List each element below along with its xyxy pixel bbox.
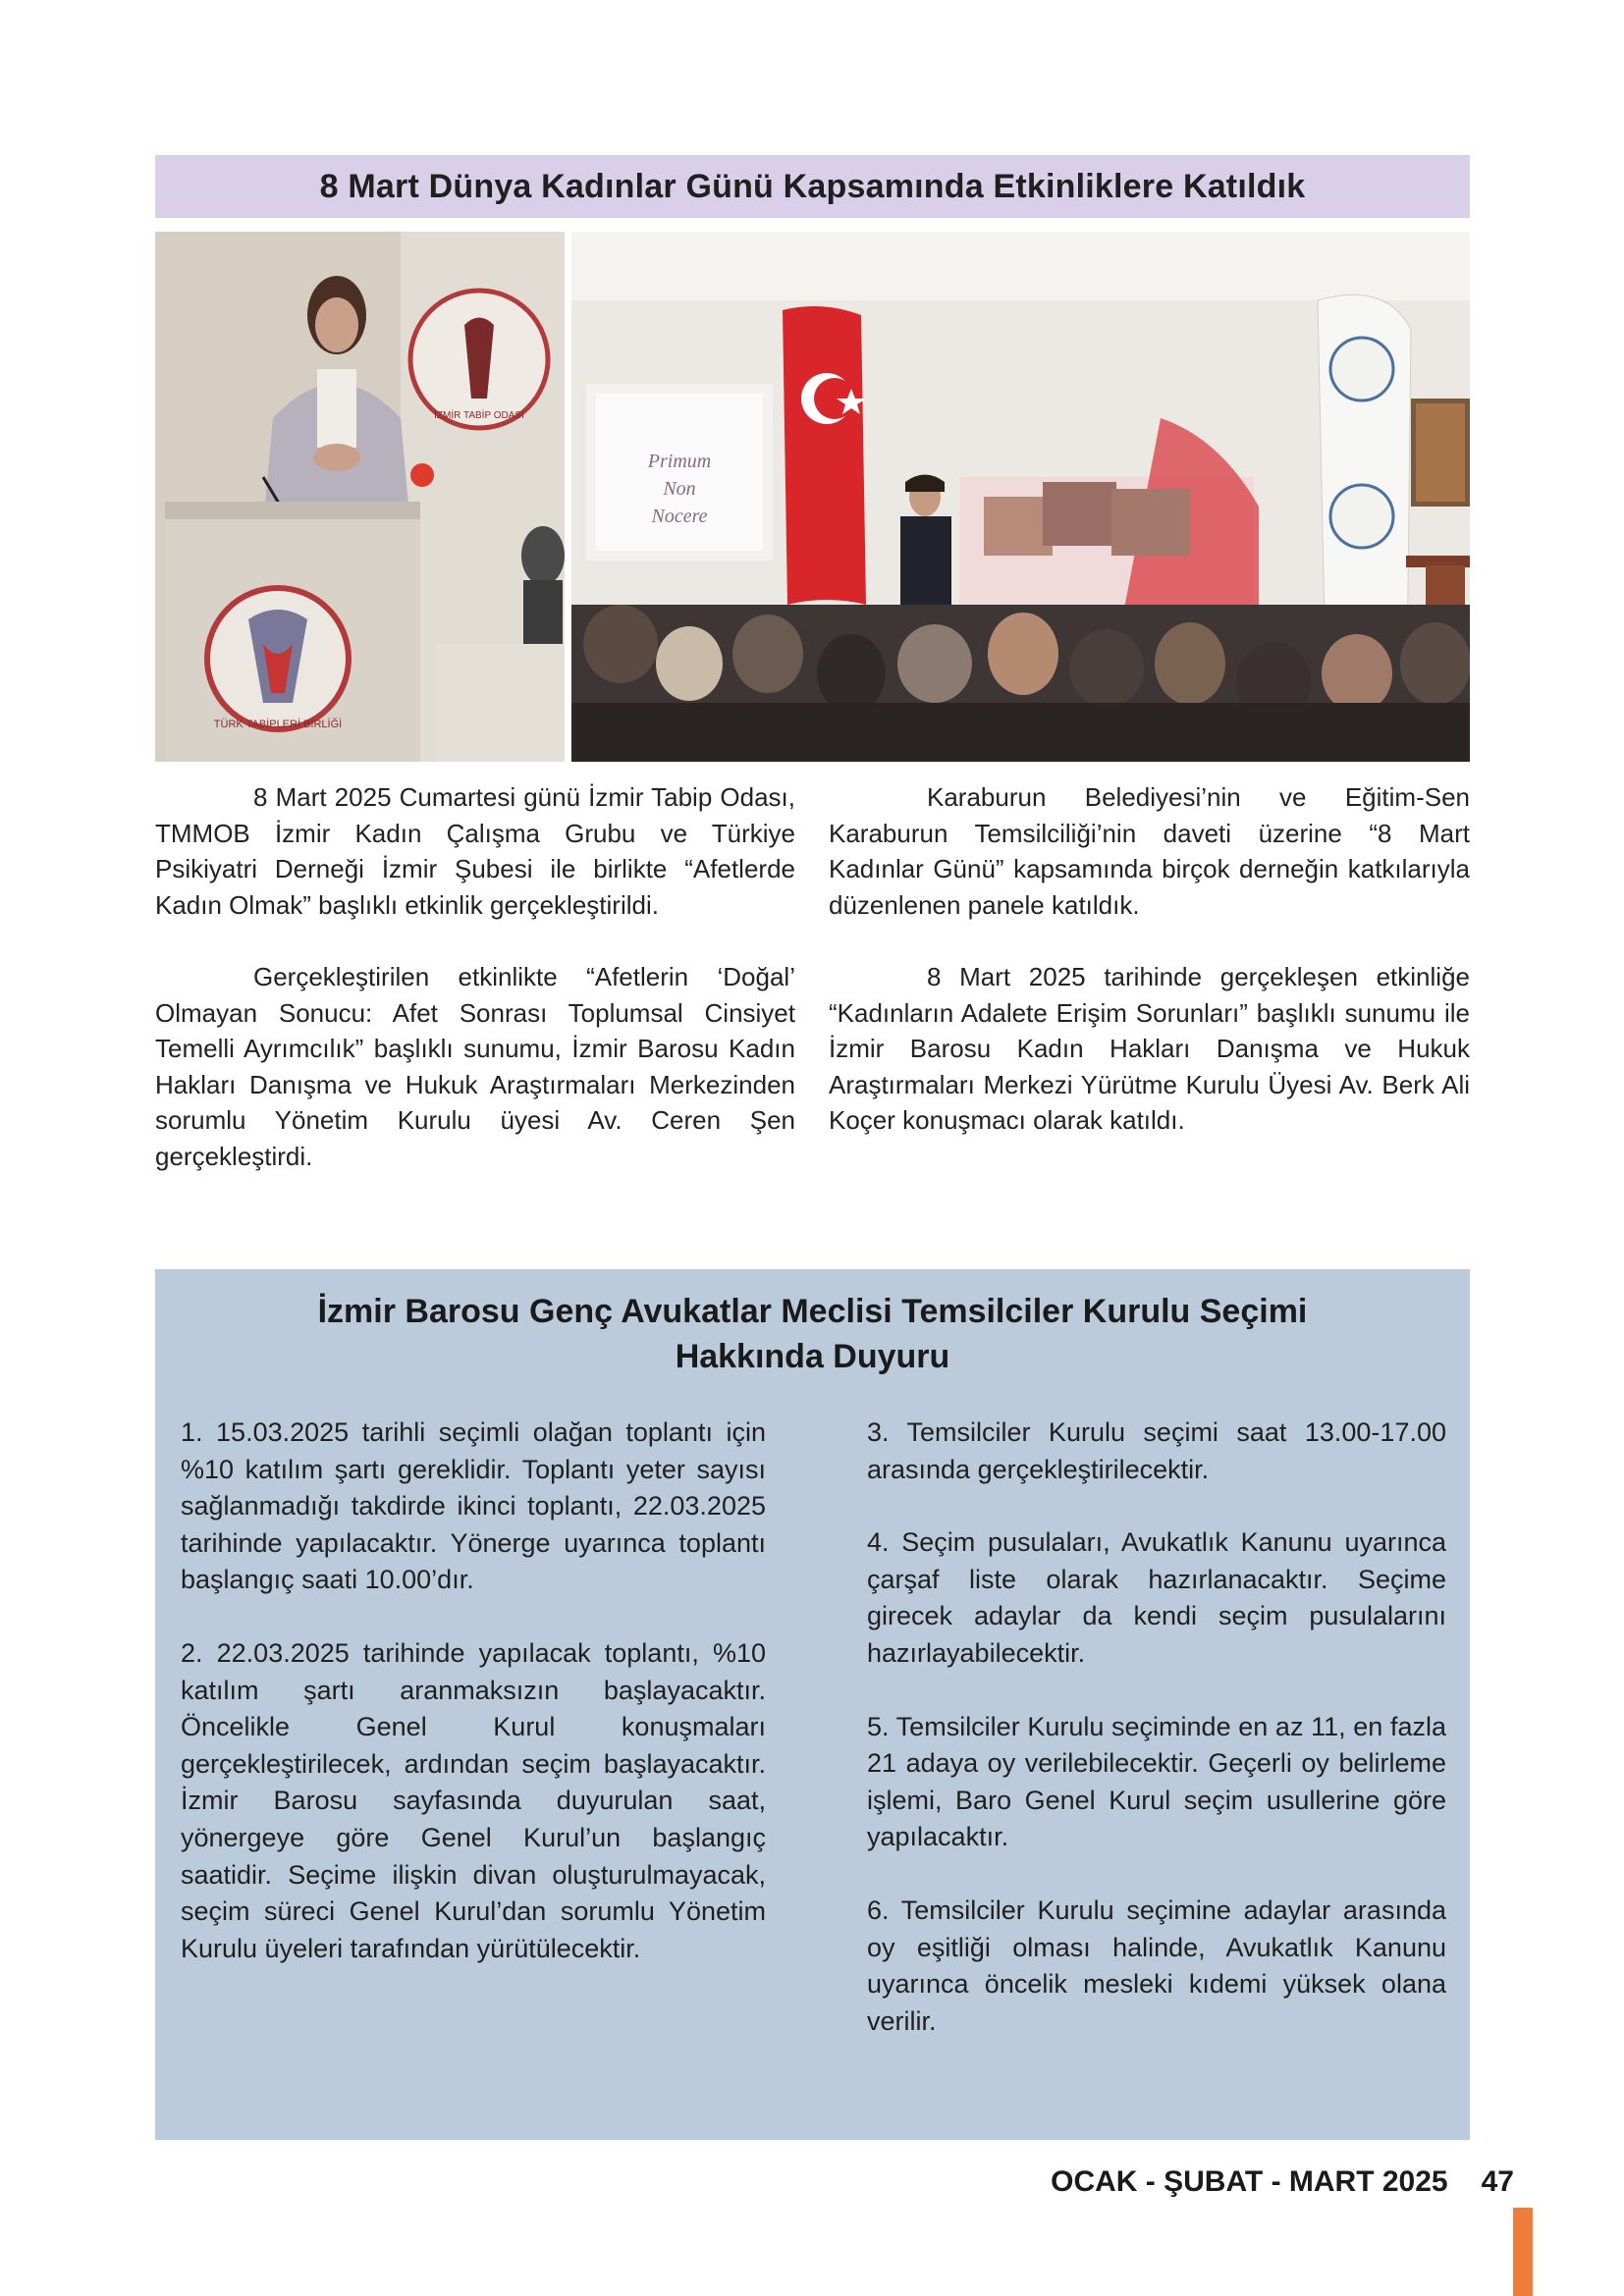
article-title-banner bbox=[155, 155, 1470, 218]
svg-text:TÜRK TABİPLERİ BİRLİĞİ: TÜRK TABİPLERİ BİRLİĞİ bbox=[213, 719, 343, 730]
announcement-box bbox=[155, 1269, 1470, 2140]
article-left-column bbox=[155, 779, 795, 1210]
announcement-item-5: 5. Temsilciler Kurulu seçiminde en az 11, en fazla 21 adaya oy verilebilecektir. Geçerli oy belirleme işlemi, Baro Genel Kurul seçim usullerine göre yapılacaktır. bbox=[867, 1711, 1446, 1852]
photo-speaker-lectern bbox=[155, 232, 565, 762]
announcement-title-line-2: Hakkında Duyuru bbox=[675, 1338, 950, 1375]
photo-panel-graphic bbox=[571, 232, 1470, 762]
article-title: 8 Mart Dünya Kadınlar Günü Kapsamında Etkinliklere Katıldık bbox=[319, 167, 1306, 205]
svg-text:Primum: Primum bbox=[647, 451, 712, 472]
announcement-item-2: 2. 22.03.2025 tarihinde yapılacak toplantı, %10 katılım şartı aranmaksızın başlayacaktır. Öncelikle Genel Kurul konuşmaları gerçekleştirilecek, ardından seçim başlayacaktır. İzmir Barosu sayfasında duyurulan saat, yönergeye göre Genel Kurul’un başlangıç saatidir. Seçime ilişkin divan oluşturulmayacak, seçim süreci Genel Kurul’dan sorumlu Yönetim Kurulu üyeleri tarafından yürütülecektir. bbox=[181, 1637, 766, 1963]
announcement-title bbox=[155, 1289, 1470, 1379]
footer-accent-bar bbox=[1513, 2208, 1533, 2296]
issue-label: OCAK - ŞUBAT - MART 2025 bbox=[1051, 2165, 1448, 2198]
announcement-item-6: 6. Temsilciler Kurulu seçimine adaylar arasında oy eşitliği olması halinde, Avukatlık Kanunu uyarınca öncelik mesleki kıdemi yüksek olana verilir. bbox=[867, 1895, 1446, 2036]
announcement-right-column bbox=[867, 1415, 1446, 2076]
article-right-paragraph-2: 8 Mart 2025 tarihinde gerçekleşen etkinliğe “Kadınların Adalete Erişim Sorunları” başlıklı sunumu ile İzmir Barosu Kadın Hakları Danışma ve Hukuk Araştırmaları Merkezi Yürütme Kurulu Üyesi Av. Berk Ali Koçer konuşmacı olarak katıldı. bbox=[829, 962, 1470, 1135]
announcement-item-4: 4. Seçim pusulaları, Avukatlık Kanunu uyarınca çarşaf liste olarak hazırlanacaktır. Seçime girecek adaylar da kendi seçim pusulalarını hazırlayabilecektir. bbox=[867, 1527, 1446, 1668]
svg-text:İZMİR TABİP ODASI: İZMİR TABİP ODASI bbox=[434, 410, 524, 421]
article-left-paragraph-1: 8 Mart 2025 Cumartesi günü İzmir Tabip Odası, TMMOB İzmir Kadın Çalışma Grubu ve Türkiye Psikiyatri Derneği İzmir Şubesi ile birlikte “Afetlerde Kadın Olmak” başlıklı etkinlik gerçekleştirildi. bbox=[155, 782, 795, 920]
photo-speaker-graphic bbox=[155, 232, 565, 762]
announcement-item-3: 3. Temsilciler Kurulu seçimi saat 13.00-17.00 arasında gerçekleştirilecektir. bbox=[867, 1417, 1446, 1484]
svg-text:Non: Non bbox=[663, 478, 696, 500]
article-right-column bbox=[829, 779, 1470, 1175]
announcement-item-1: 1. 15.03.2025 tarihli seçimli olağan toplantı için %10 katılım şartı gereklidir. Toplantı yeter sayısı sağlanmadığı takdirde ikinci toplantı, 22.03.2025 tarihinde yapılacaktır. Yönerge uyarınca toplantı başlangıç saati 10.00’dır. bbox=[181, 1417, 766, 1595]
announcement-left-column bbox=[181, 1415, 766, 2003]
article-left-paragraph-2: Gerçekleştirilen etkinlikte “Afetlerin ‘Doğal’ Olmayan Sonucu: Afet Sonrası Toplumsal Cinsiyet Temelli Ayrımcılık” başlıklı sunumu, İzmir Barosu Kadın Hakları Danışma ve Hukuk Araştırmaları Merkezinden sorumlu Yönetim Kurulu üyesi Av. Ceren Şen gerçekleştirdi. bbox=[155, 962, 795, 1171]
announcement-title-line-1: İzmir Barosu Genç Avukatlar Meclisi Temsilciler Kurulu Seçimi bbox=[317, 1293, 1308, 1330]
page-number: 47 bbox=[1481, 2165, 1514, 2198]
svg-text:Nocere: Nocere bbox=[651, 506, 708, 527]
photo-panel-audience bbox=[571, 232, 1470, 762]
article-right-paragraph-1: Karaburun Belediyesi’nin ve Eğitim-Sen Karaburun Temsilciliği’nin daveti üzerine “8 Mart Kadınlar Günü” kapsamında birçok derneğin katkılarıyla düzenlenen panele katıldık. bbox=[829, 782, 1470, 920]
page-footer bbox=[1051, 2165, 1514, 2199]
